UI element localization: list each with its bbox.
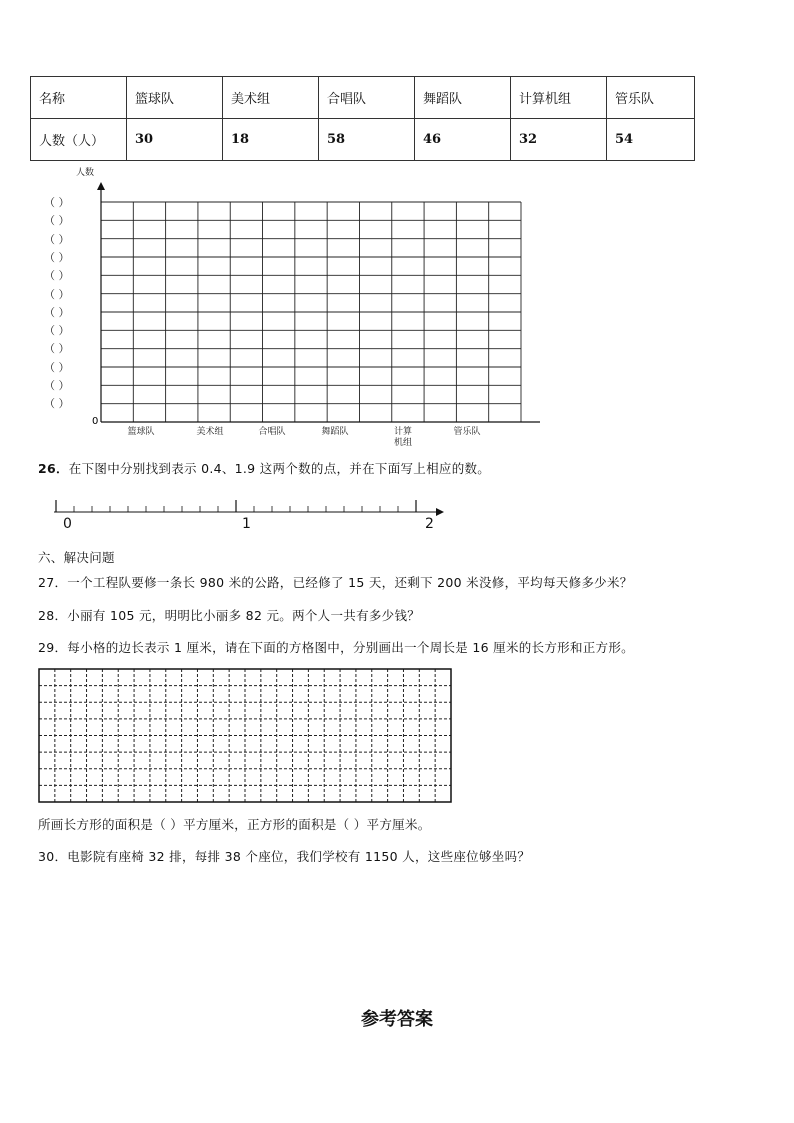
question-29: 29．每小格的边长表示 1 厘米，请在下面的方格图中，分别画出一个周长是 16 厘米的长方形和正方形。 bbox=[38, 640, 634, 655]
grid-lines bbox=[101, 202, 521, 422]
table-cell: 人数（人） bbox=[31, 119, 127, 161]
y-axis-blank-label: （ ） bbox=[44, 287, 70, 301]
answer-section-title: 参考答案 bbox=[361, 1009, 433, 1030]
table-cell: 计算机组 bbox=[511, 77, 607, 119]
y-axis-blank-label: （ ） bbox=[44, 250, 70, 264]
question-text: 在下图中分别找到表示 0.4、1.9 这两个数的点，并在下面写上相应的数。 bbox=[68, 461, 491, 476]
team-members-table bbox=[30, 76, 695, 161]
y-axis-blank-label: （ ） bbox=[44, 214, 70, 228]
table-cell: 舞蹈队 bbox=[415, 77, 511, 119]
table-header-row bbox=[31, 77, 695, 119]
category-label: 美术组 bbox=[196, 427, 224, 437]
number-line-label: 0 bbox=[63, 516, 72, 532]
table-cell: 名称 bbox=[31, 77, 127, 119]
table-row bbox=[31, 119, 695, 161]
question-27: 27．一个工程队要修一条长 980 米的公路，已经修了 15 天，还剩下 200 米没修，平均每天修多少米？ bbox=[38, 575, 633, 590]
category-label: 管乐队 bbox=[453, 427, 481, 437]
origin-label: 0 bbox=[92, 416, 99, 427]
blank-bar-chart-grid bbox=[0, 160, 560, 455]
table-cell: 18 bbox=[223, 119, 319, 161]
y-axis-blank-label: （ ） bbox=[44, 379, 70, 392]
y-axis-blank-label: （ ） bbox=[44, 324, 70, 338]
y-axis-blank-label: （ ） bbox=[44, 269, 70, 283]
y-axis-arrow bbox=[97, 182, 105, 190]
table-cell: 46 bbox=[415, 119, 511, 161]
table-cell: 54 bbox=[607, 119, 695, 161]
table-cell: 合唱队 bbox=[319, 77, 415, 119]
y-axis-blank-label: （ ） bbox=[44, 397, 70, 411]
table-cell: 32 bbox=[511, 119, 607, 161]
number-line bbox=[50, 494, 450, 518]
y-axis-blank-label: （ ） bbox=[44, 232, 70, 246]
number-line-label: 2 bbox=[425, 516, 434, 532]
table-cell: 篮球队 bbox=[127, 77, 223, 119]
category-label: 舞蹈队 bbox=[321, 427, 349, 437]
category-label: 机组 bbox=[393, 438, 413, 448]
section-title: 六、解决问题 bbox=[38, 550, 115, 565]
grid-lines bbox=[39, 669, 451, 802]
question-26 bbox=[38, 459, 490, 477]
question-29-fill-in: 所画长方形的面积是（ ）平方厘米，正方形的面积是（ ）平方厘米。 bbox=[38, 817, 431, 832]
category-labels bbox=[127, 425, 480, 448]
number-line-label: 1 bbox=[242, 516, 251, 532]
dashed-square-grid bbox=[38, 668, 454, 805]
question-number: 26． bbox=[38, 461, 69, 476]
y-axis-blank-label: （ ） bbox=[44, 196, 70, 209]
number-line-ticks bbox=[56, 500, 416, 512]
table-cell: 58 bbox=[319, 119, 415, 161]
number-line-arrow bbox=[436, 508, 444, 516]
y-axis-label: 人数 bbox=[76, 168, 95, 178]
table-cell: 管乐队 bbox=[607, 77, 695, 119]
category-label: 合唱队 bbox=[258, 427, 286, 437]
category-label: 计算 bbox=[393, 427, 413, 437]
table-cell: 美术组 bbox=[223, 77, 319, 119]
y-axis-blank-label: （ ） bbox=[44, 305, 70, 319]
y-axis-blank-label: （ ） bbox=[44, 360, 70, 374]
y-axis-blank-label: （ ） bbox=[44, 342, 70, 356]
question-30: 30．电影院有座椅 32 排，每排 38 个座位，我们学校有 1150 人，这些座位够坐吗？ bbox=[38, 849, 531, 864]
table-cell: 30 bbox=[127, 119, 223, 161]
question-28: 28．小丽有 105 元，明明比小丽多 82 元。两个人一共有多少钱？ bbox=[38, 608, 421, 623]
category-label: 篮球队 bbox=[127, 427, 155, 437]
